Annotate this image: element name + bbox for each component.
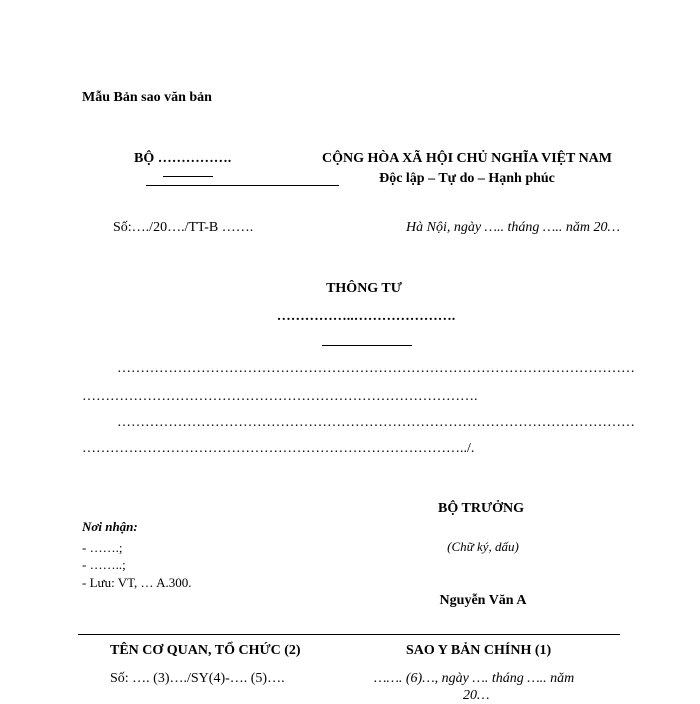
document-number: Số:…./20…./TT-B …….	[113, 220, 254, 235]
country-name: CỘNG HÒA XÃ HỘI CHỦ NGHĨA VIỆT NAM	[321, 151, 613, 166]
copy-organization: TÊN CƠ QUAN, TỔ CHỨC (2)	[110, 643, 301, 658]
body-line-2: ………………………………………………………………………….	[82, 389, 478, 404]
document-summary: ……………..………………….	[276, 309, 456, 324]
copy-date: ……. (6)…, ngày …. tháng ….. năm	[374, 671, 575, 686]
copy-year: 20…	[463, 688, 490, 703]
summary-underline	[322, 345, 412, 346]
copy-number: Số: …. (3)…./SY(4)-…. (5)….	[110, 671, 285, 686]
recipient-item: - …….;	[82, 540, 123, 555]
recipient-archive: - Lưu: VT, … A.300.	[82, 575, 192, 590]
signature-note: (Chữ ký, dấu)	[447, 539, 519, 554]
template-title: Mẫu Bản sao văn bản	[82, 90, 212, 105]
ministry-underline	[163, 176, 213, 177]
place-date: Hà Nội, ngày ….. tháng ….. năm 20…	[406, 220, 620, 235]
signer-title: BỘ TRƯỞNG	[438, 501, 524, 516]
country-motto: Độc lập – Tự do – Hạnh phúc	[379, 171, 555, 186]
recipients-label: Nơi nhận:	[82, 519, 138, 534]
body-line-4: ………………………………………………………………………../.	[82, 441, 475, 456]
ministry-name: BỘ …………….	[134, 151, 232, 166]
copy-type: SAO Y BẢN CHÍNH (1)	[406, 643, 552, 658]
signer-name: Nguyễn Văn A	[439, 593, 527, 608]
motto-underline	[146, 185, 339, 186]
copy-separator	[78, 634, 620, 635]
body-line-3: …………………………………………………………………………………………………	[117, 415, 635, 430]
document-type: THÔNG TƯ	[326, 281, 402, 296]
recipient-item: - ……..;	[82, 557, 126, 572]
body-line-1: …………………………………………………………………………………………………	[117, 361, 635, 376]
